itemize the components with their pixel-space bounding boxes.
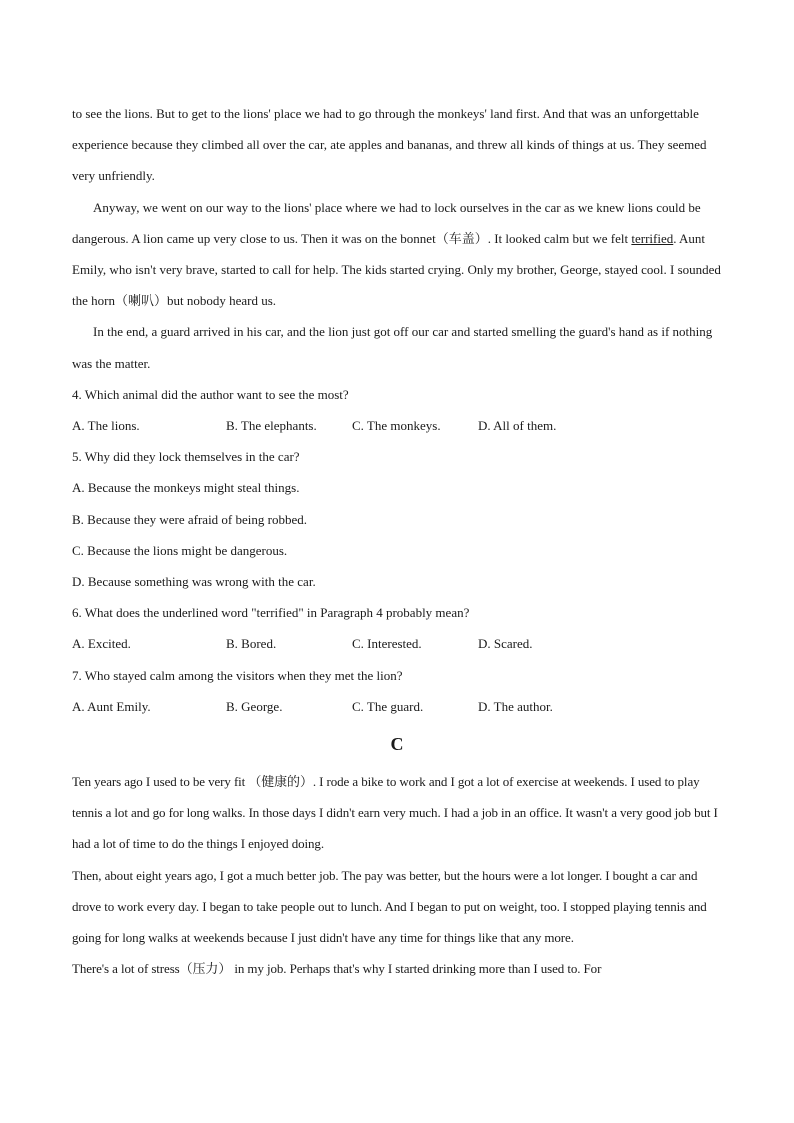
section-c-paragraph-3: There's a lot of stress（压力） in my job. Perhaps that's why I started drinking more than I used to. For xyxy=(72,961,602,977)
question-5-option-b: B. Because they were afraid of being robbed. xyxy=(72,511,307,527)
question-7-stem: 7. Who stayed calm among the visitors when they met the lion? xyxy=(72,667,403,683)
passage-b-paragraph-1: to see the lions. But to get to the lions' place we had to go through the monkeys' land first. And that was an unforgettable experience because they climbed all over the car, ate apples and bananas, and threw all kinds of things at us. They seemed very unfriendly. xyxy=(72,106,707,184)
section-c-paragraph-1: Ten years ago I used to be very fit （健康的）. I rode a bike to work and I got a lot of exercise at weekends. I used to play tennis a lot and go for long walks. In those days I didn't earn very much. I had a job in an office. It wasn't a very good job but I had a lot of time to do the things I enjoyed doing. xyxy=(72,774,718,852)
question-7-option-d: D. The author. xyxy=(478,698,553,714)
document-page xyxy=(72,98,722,984)
passage-b-paragraph-2 xyxy=(72,192,722,317)
passage-b-paragraph-2-text-before: Anyway, we went on our way to the lions' place where we had to lock ourselves in the car as we knew lions could be dangerous. A lion came up very close to us. Then it was on the bonnet（车盖）. It looked calm but we felt xyxy=(72,199,701,246)
question-7-options xyxy=(72,691,722,722)
question-7-option-b: B. George. xyxy=(226,698,283,714)
question-5-option-d: D. Because something was wrong with the car. xyxy=(72,574,316,590)
underlined-word-terrified: terrified xyxy=(631,230,674,246)
passage-b-paragraph-2-text-after: . Aunt Emily, who isn't very brave, started to call for help. The kids started crying. Only my brother, George, stayed cool. I sounded the horn（喇叭）but nobody heard us. xyxy=(72,230,721,309)
question-6-option-a: A. Excited. xyxy=(72,636,131,652)
question-6-stem: 6. What does the underlined word "terrified" in Paragraph 4 probably mean? xyxy=(72,605,470,621)
question-4-option-c: C. The monkeys. xyxy=(352,418,441,434)
question-4-option-b: B. The elephants. xyxy=(226,418,317,434)
question-6-option-c: C. Interested. xyxy=(352,636,422,652)
question-4-option-d: D. All of them. xyxy=(478,418,557,434)
question-5-option-a: A. Because the monkeys might steal things. xyxy=(72,480,300,496)
section-c-heading: C xyxy=(390,734,404,755)
question-5-stem: 5. Why did they lock themselves in the car? xyxy=(72,449,300,465)
question-4-option-a: A. The lions. xyxy=(72,418,140,434)
question-7-option-c: C. The guard. xyxy=(352,698,424,714)
question-6-option-b: B. Bored. xyxy=(226,636,277,652)
section-c-paragraph-2: Then, about eight years ago, I got a much better job. The pay was better, but the hours were a lot longer. I bought a car and drove to work every day. I began to take people out to lunch. And I began to put on weight, too. I stopped playing tennis and going for long walks at weekends because I just didn't have any time for things like that any more. xyxy=(72,867,707,946)
question-4-stem: 4. Which animal did the author want to see the most? xyxy=(72,386,349,402)
question-7-option-a: A. Aunt Emily. xyxy=(72,698,151,714)
question-5-option-c: C. Because the lions might be dangerous. xyxy=(72,542,288,558)
passage-b-paragraph-3: In the end, a guard arrived in his car, and the lion just got off our car and started smelling the guard's hand as if nothing was the matter. xyxy=(72,324,713,371)
question-6-option-d: D. Scared. xyxy=(478,636,533,652)
question-6-options xyxy=(72,628,722,659)
question-4-options xyxy=(72,410,722,441)
